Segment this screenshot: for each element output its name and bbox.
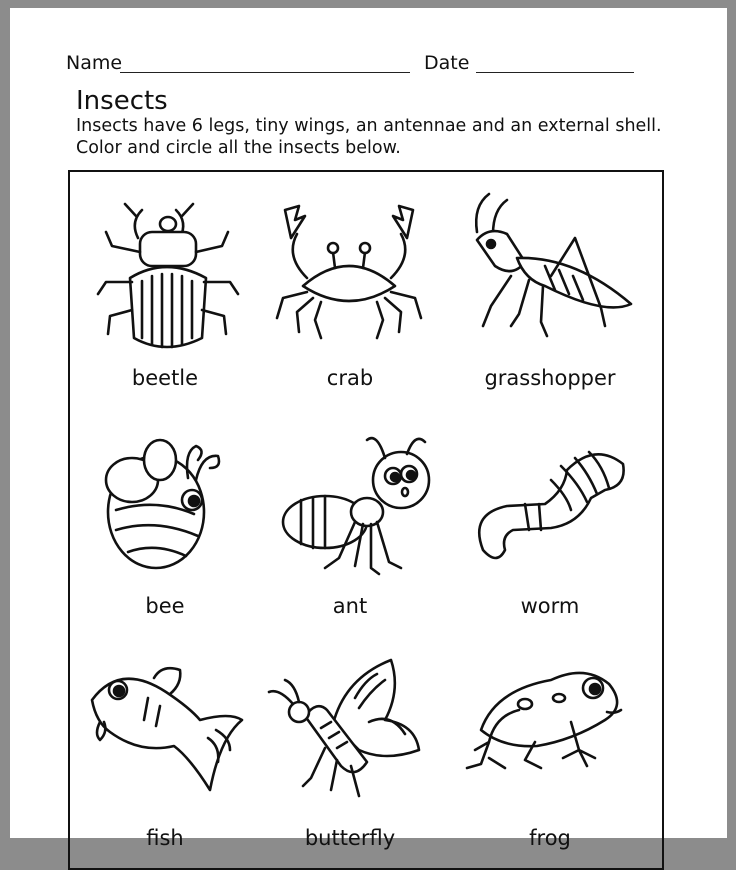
animal-label-bee: bee: [145, 594, 185, 618]
name-label: Name: [66, 52, 123, 74]
animal-card-bee[interactable]: [70, 418, 260, 618]
name-blank-line[interactable]: [120, 72, 410, 73]
frog-icon: [455, 650, 645, 850]
animal-label-grasshopper: grasshopper: [484, 366, 616, 390]
animal-label-butterfly: butterfly: [304, 826, 396, 850]
worm-icon: [455, 418, 645, 618]
date-label: Date: [424, 52, 470, 74]
animal-label-fish: fish: [146, 826, 184, 850]
animal-card-fish[interactable]: [70, 650, 260, 850]
butterfly-icon: [255, 650, 445, 850]
animal-label-frog: frog: [529, 826, 571, 850]
instruction-line-2: Color and circle all the insects below.: [76, 138, 401, 158]
worksheet-title: Insects: [76, 86, 168, 116]
instruction-line-1: Insects have 6 legs, tiny wings, an antennae and an external shell.: [76, 116, 662, 136]
date-blank-line[interactable]: [476, 72, 634, 73]
animal-label-worm: worm: [520, 594, 580, 618]
animal-card-beetle[interactable]: [70, 186, 260, 390]
bee-icon: [70, 418, 260, 618]
grasshopper-icon: [455, 186, 645, 386]
animal-card-worm[interactable]: [455, 418, 645, 618]
animal-card-grasshopper[interactable]: [455, 186, 645, 390]
animal-label-ant: ant: [332, 594, 368, 618]
worksheet-page: [10, 8, 727, 850]
animal-label-beetle: beetle: [131, 366, 199, 390]
animal-grid: [68, 170, 664, 870]
animal-card-butterfly[interactable]: [255, 650, 445, 850]
animal-card-crab[interactable]: [255, 186, 445, 390]
crab-icon: [255, 186, 445, 386]
ant-icon: [255, 418, 445, 618]
animal-card-ant[interactable]: [255, 418, 445, 618]
fish-icon: [70, 650, 260, 850]
beetle-icon: [70, 186, 260, 386]
animal-card-frog[interactable]: [455, 650, 645, 850]
animal-label-crab: crab: [326, 366, 374, 390]
